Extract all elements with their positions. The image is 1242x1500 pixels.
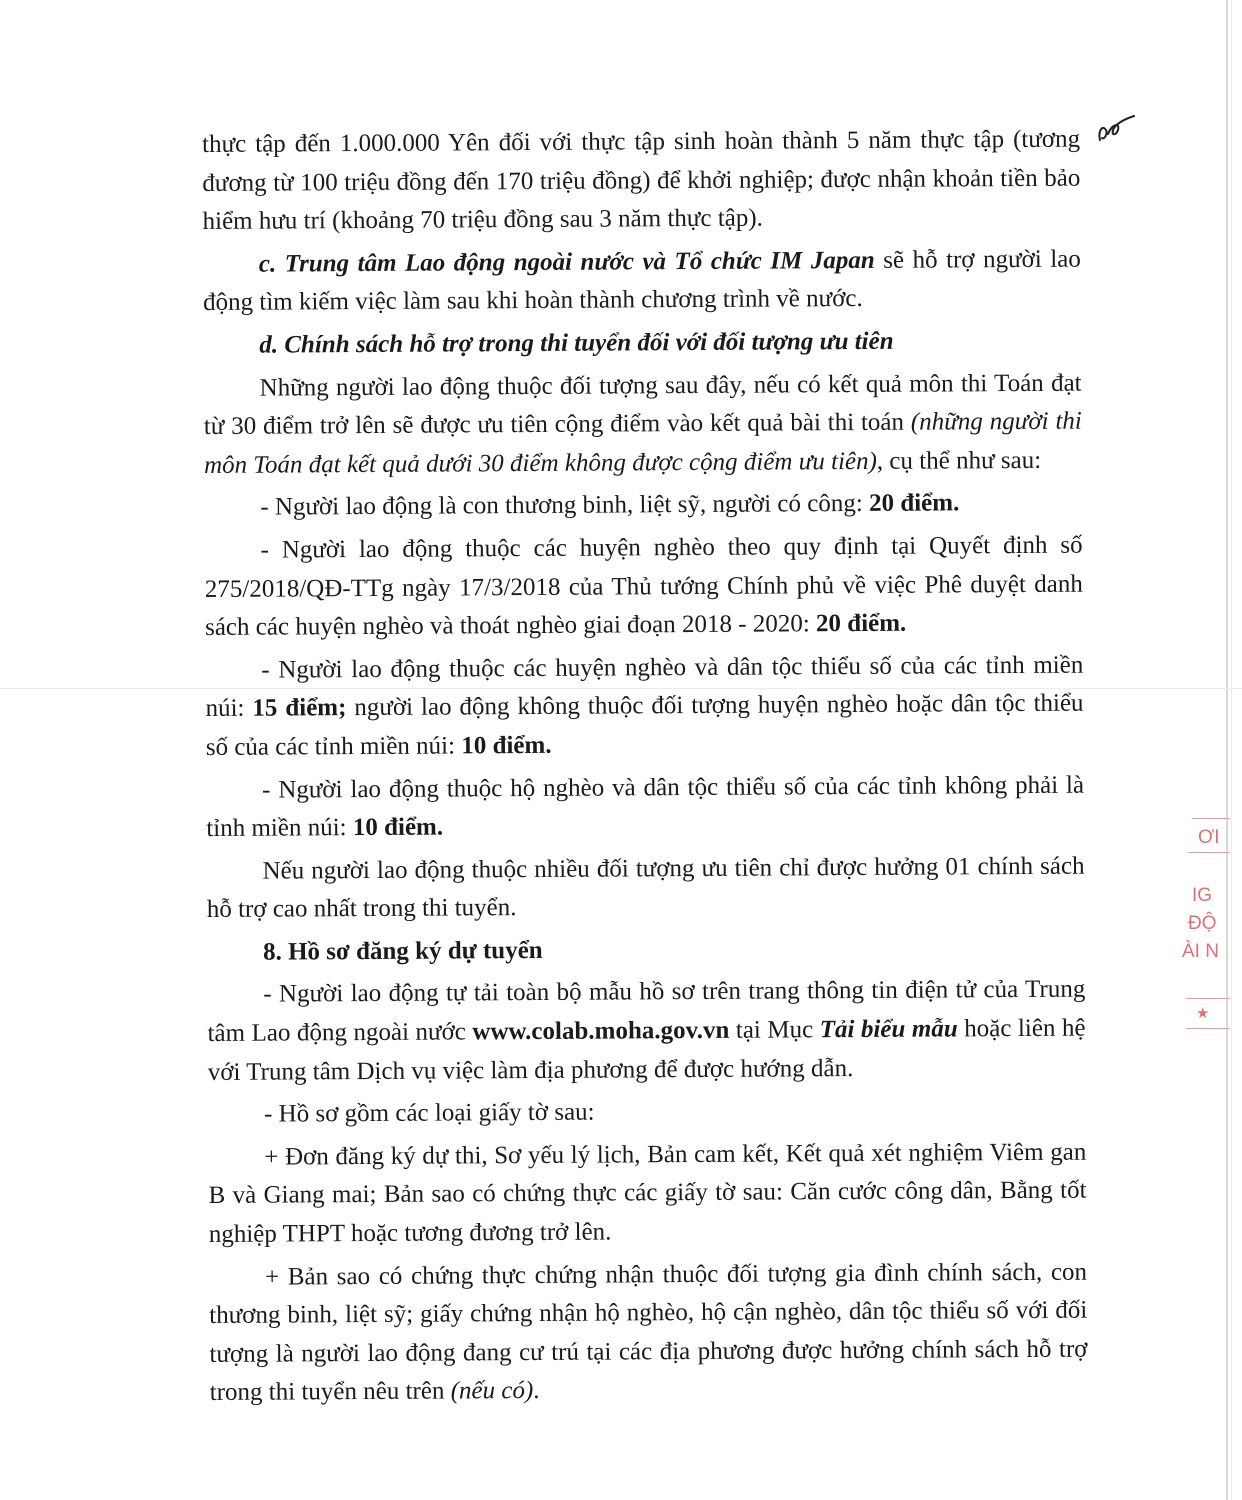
priority-item-4: [206, 766, 1084, 849]
priority-item-4-points: 10 điểm.: [352, 813, 444, 842]
stamp-fragment-1: ƠI: [1198, 827, 1220, 848]
section-8-item-1: [207, 971, 1086, 1092]
paragraph-c-text: sẽ hỗ trợ người lao động tìm kiếm việc làm sau khi hoàn thành chương trình về nước.: [202, 245, 1081, 317]
section-8-subitem-2: [209, 1253, 1088, 1413]
download-forms-section-name: Tải biểu mẫu: [819, 1015, 958, 1044]
section-8-item-1-text-a: - Người lao động tự tải toàn bộ mẫu hồ sơ trên trang thông tin điện tử của Trung tâm Lao động ngoài nước: [207, 976, 1086, 1048]
priority-item-3-text-b: người lao động không thuộc đối tượng huyện nghèo hoặc dân tộc thiểu số của các tỉnh miền núi:: [205, 689, 1084, 761]
stamp-fragment-3: ĐỘ: [1188, 913, 1217, 934]
section-8-subitem-2-text: + Bản sao có chứng thực chứng nhận thuộc đối tượng gia đình chính sách, con thương binh, liệt sỹ; giấy chứng nhận hộ nghèo, hộ cận nghèo, dân tộc thiểu số với đối tượng là người lao động đang cư trú tại các địa phương được hưởng chính sách hỗ trợ trong thi tuyển nêu trên: [209, 1258, 1088, 1407]
priority-item-4-text: - Người lao động thuộc hộ nghèo và dân tộc thiểu số của các tỉnh không phải là tỉnh miền núi:: [206, 771, 1085, 843]
paragraph-stipend: thực tập đến 1.000.000 Yên đối với thực tập sinh hoàn thành 5 năm thực tập (tương đương từ 100 triệu đồng đến 170 triệu đồng) để khởi nghiệp; được nhận khoản tiền bảo hiểm hưu trí (khoảng 70 triệu đồng sau 3 năm thực tập).: [202, 125, 1081, 236]
page-edge: [1226, 0, 1228, 1500]
priority-item-3: [205, 646, 1084, 767]
stamp-line-mid: [1188, 852, 1230, 853]
priority-item-3-text-a: - Người lao động thuộc các huyện nghèo và dân tộc thiểu số của các tỉnh miền núi:: [205, 651, 1084, 723]
d-intro-text: Những người lao động thuộc đối tượng sau đây, nếu có kết quả môn thi Toán đạt từ 30 điểm trở lên sẽ được ưu tiên cộng điểm vào kết quả bài thi toán: [203, 369, 1082, 441]
priority-item-1-points: 20 điểm.: [868, 489, 960, 518]
stamp-line-lower: [1186, 998, 1230, 999]
section-8-subitem-2-italic: (nếu có): [450, 1377, 534, 1405]
priority-item-2-points: 20 điểm.: [815, 609, 907, 638]
priority-item-1-text: - Người lao động là con thương binh, liệt sỹ, người có công:: [260, 490, 870, 521]
section-8-item-2: - Hồ sơ gồm các loại giấy tờ sau:: [263, 1098, 595, 1128]
heading-section-8: 8. Hồ sơ đăng ký dự tuyển: [262, 936, 543, 966]
section-8-item-1-text-c: hoặc liên hệ với Trung tâm Dịch vụ việc làm địa phương để được hướng dẫn.: [207, 1014, 1086, 1086]
handwritten-initial: [1094, 110, 1138, 150]
stamp-line-bottom: [1186, 1028, 1230, 1029]
page-edge-shadow: [1231, 0, 1232, 1500]
document-body: [202, 121, 1088, 1413]
paragraph-d-note: Nếu người lao động thuộc nhiều đối tượng ưu tiên chỉ được hưởng 01 chính sách hỗ trợ cao nhất trong thi tuyển.: [206, 852, 1085, 924]
priority-item-1: [204, 484, 1082, 528]
priority-item-3-points-a: 15 điểm;: [252, 694, 347, 723]
paragraph-c: [203, 240, 1081, 323]
section-8-subitem-2-end: .: [533, 1377, 540, 1405]
stamp-fragment-4: ÀI N: [1182, 941, 1219, 962]
heading-c: c. Trung tâm Lao động ngoài nước và Tổ chức IM Japan: [258, 246, 875, 278]
stamp-fragment-2: IG: [1192, 885, 1213, 906]
stamp-star-icon: ★: [1196, 1005, 1210, 1022]
d-intro-italic: (những người thi môn Toán đạt kết quả dưới 30 điểm không được cộng điểm ưu tiên): [203, 407, 1082, 479]
stamp-line-top: [1192, 818, 1230, 819]
priority-item-2: [204, 527, 1083, 648]
section-8-subitem-1: + Đơn đăng ký dự thi, Sơ yếu lý lịch, Bản cam kết, Kết quả xét nghiệm Viêm gan B và Giang mai; Bản sao có chứng thực các giấy tờ sau: Căn cước công dân, Bằng tốt nghiệp THPT hoặc tương đương trở lên.: [208, 1138, 1087, 1249]
priority-item-3-points-b: 10 điểm.: [461, 731, 552, 760]
priority-item-2-text: - Người lao động thuộc các huyện nghèo theo quy định tại Quyết định số 275/2018/QĐ-TTg ngày 17/3/2018 của Thủ tướng Chính phủ về việc Phê duyệt danh sách các huyện nghèo và thoát nghèo giai đoạn 2018 - 2020:: [204, 531, 1083, 642]
section-8-item-1-text-b: tại Mục: [729, 1016, 820, 1044]
red-seal-stamp-fragment: [1178, 808, 1232, 1048]
heading-d: d. Chính sách hỗ trợ trong thi tuyển đối với đối tượng ưu tiên: [259, 327, 894, 359]
d-intro-end: , cụ thể như sau:: [876, 446, 1042, 475]
paragraph-d-intro: [203, 364, 1082, 485]
colab-website-link[interactable]: www.colab.moha.gov.vn: [472, 1016, 730, 1046]
